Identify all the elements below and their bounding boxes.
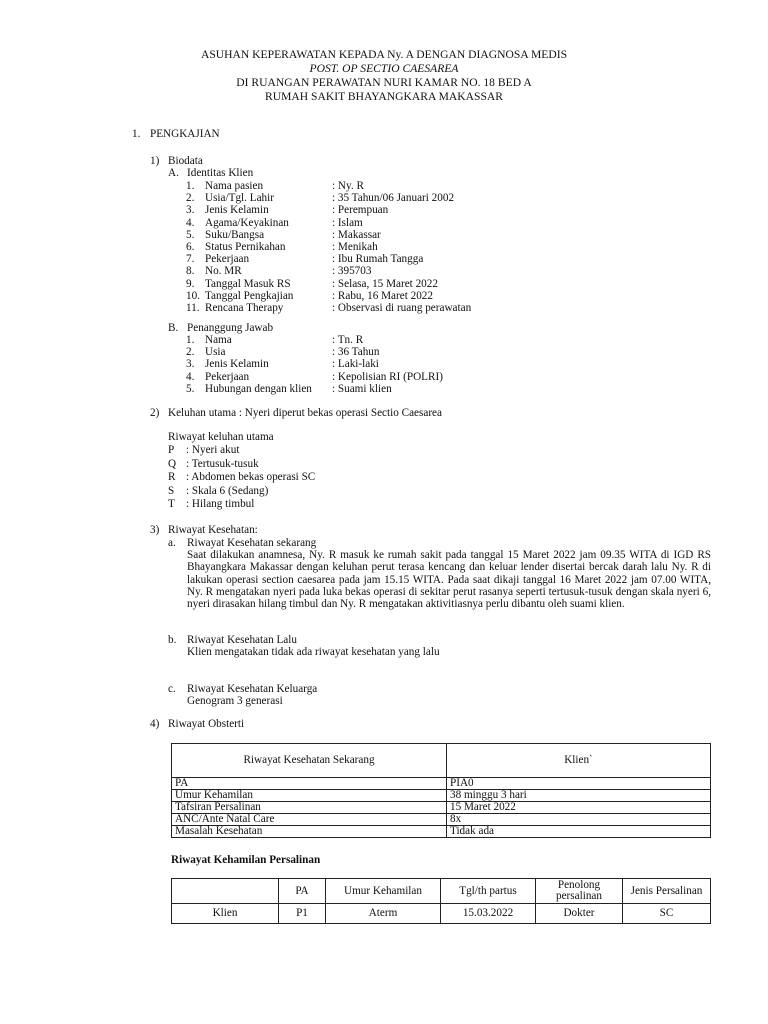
identitas-value: : Menikah	[332, 241, 378, 253]
persalinan-header-cell: Tgl/th partus	[441, 879, 536, 904]
penanggung-value: : Suami klien	[332, 382, 392, 395]
identitas-number: 7.	[186, 253, 195, 266]
identitas-label: Agama/Keyakinan	[205, 216, 289, 229]
obsterti-title: Riwayat Obsterti	[168, 718, 245, 730]
penanggung-number: 4.	[186, 370, 195, 383]
penanggung-label: Usia	[205, 346, 226, 359]
obsterti-row-value: 38 minggu 3 hari	[447, 790, 711, 802]
identitas-value: : Rabu, 16 Maret 2022	[332, 289, 433, 302]
identitas-label: Nama pasien	[205, 180, 264, 192]
identitas-value: : 35 Tahun/06 Januari 2002	[332, 192, 455, 205]
pqrst-key: Q	[168, 457, 177, 470]
identitas-value: : Ny. R	[332, 180, 364, 192]
kesehatan-c-title: Riwayat Kesehatan Keluarga	[187, 683, 318, 695]
identitas-value: : Ibu Rumah Tangga	[332, 253, 424, 266]
obsterti-table	[171, 743, 711, 838]
biodata-title: Biodata	[168, 155, 203, 167]
penanggung-title: Penanggung Jawab	[187, 322, 274, 334]
obsterti-header-col2: Klien`	[447, 744, 711, 778]
obsterti-number: 4)	[150, 718, 160, 730]
obsterti-row	[172, 778, 711, 790]
penanggung-label: Pekerjaan	[205, 370, 250, 383]
penanggung-number: 3.	[186, 358, 195, 371]
persalinan-data-cell: Aterm	[326, 904, 441, 924]
identitas-value: : Makassar	[332, 228, 381, 241]
identitas-number: 8.	[186, 265, 195, 278]
persalinan-header-cell: Penolong persalinan	[536, 879, 623, 904]
persalinan-data-row	[172, 904, 711, 924]
persalinan-data-cell: SC	[623, 904, 711, 924]
obsterti-row-label: ANC/Ante Natal Care	[172, 814, 447, 826]
doc-title-line2: POST. OP SECTIO CAESAREA	[309, 62, 459, 75]
identitas-number: 3.	[186, 204, 195, 217]
obsterti-row	[172, 814, 711, 826]
obsterti-header-col1: Riwayat Kesehatan Sekarang	[172, 744, 447, 778]
keluhan-number: 2)	[150, 407, 160, 419]
pqrst-key: T	[168, 498, 175, 510]
identitas-number: 9.	[186, 277, 195, 290]
kesehatan-b-letter: b.	[168, 634, 177, 646]
kesehatan-a-title: Riwayat Kesehatan sekarang	[187, 537, 317, 549]
kesehatan-c-letter: c.	[168, 683, 176, 695]
persalinan-header-cell: PA	[279, 879, 326, 904]
identitas-value: : Islam	[332, 216, 363, 229]
doc-title-line1: ASUHAN KEPERAWATAN KEPADA Ny. A DENGAN DIAGNOSA MEDIS	[200, 48, 568, 61]
penanggung-number: 1.	[186, 334, 195, 346]
persalinan-title: Riwayat Kehamilan Persalinan	[171, 854, 321, 866]
obsterti-row	[172, 826, 711, 838]
penanggung-value: : Kepolisian RI (POLRI)	[332, 370, 443, 383]
pqrst-key: P	[168, 444, 175, 456]
biodata-number: 1)	[150, 155, 160, 167]
pqrst-value: : Hilang timbul	[186, 498, 255, 510]
identitas-label: Status Pernikahan	[205, 241, 286, 253]
obsterti-row-label: Masalah Kesehatan	[172, 826, 447, 838]
penanggung-label: Jenis Kelamin	[205, 358, 269, 371]
kesehatan-a-text: Saat dilakukan anamnesa, Ny. R masuk ke rumah sakit pada tanggal 15 Maret 2022 jam 09.35 WITA di IGD RS Bhayangkara Makassar dengan keluhan perut terasa kencang dan keluar lender disertai bercak darah lalu Ny. R di lakukan operasi section caesarea pada jam 15.15 WITA. Pada saat dikaji tanggal 16 Maret 2022 jam 07.00 WITA, Ny. R mengatakan nyeri pada luka bekas operasi di sekitar perut rasanya seperti tertusuk-tusuk dengan skala nyeri 6, nyeri dirasakan hilang timbul dan Ny. R mengatakan aktivitiasnya perlu dibantu oleh suami klien.	[187, 549, 711, 611]
penanggung-label: Nama	[205, 334, 232, 346]
kesehatan-title: Riwayat Kesehatan:	[168, 524, 258, 536]
pqrst-value: : Nyeri akut	[186, 444, 240, 456]
pqrst-value: : Abdomen bekas operasi SC	[186, 471, 316, 483]
identitas-value: : Observasi di ruang perawatan	[332, 302, 472, 314]
persalinan-data-cell: P1	[279, 904, 326, 924]
identitas-letter: A.	[168, 167, 179, 179]
identitas-label: Usia/Tgl. Lahir	[205, 192, 274, 205]
penanggung-value: : Tn. R	[332, 334, 364, 346]
obsterti-row-value: 8x	[447, 814, 711, 826]
identitas-number: 11.	[186, 302, 200, 314]
identitas-number: 6.	[186, 241, 195, 253]
kesehatan-a-letter: a.	[168, 537, 176, 549]
doc-title-line4: RUMAH SAKIT BHAYANGKARA MAKASSAR	[264, 90, 504, 103]
doc-title-line3: DI RUANGAN PERAWATAN NURI KAMAR NO. 18 BED A	[236, 76, 532, 89]
penanggung-letter: B.	[168, 322, 179, 334]
identitas-number: 4.	[186, 216, 195, 229]
identitas-label: Jenis Kelamin	[205, 204, 269, 217]
identitas-label: Tanggal Masuk RS	[205, 277, 291, 290]
pqrst-value: : Tertusuk-tusuk	[186, 457, 259, 470]
identitas-label: Rencana Therapy	[205, 302, 284, 314]
obsterti-row	[172, 790, 711, 802]
persalinan-table	[171, 878, 711, 924]
persalinan-data-cell: Klien	[172, 904, 279, 924]
section-number: 1.	[132, 128, 141, 140]
obsterti-row-value: Tidak ada	[447, 826, 711, 838]
identitas-number: 1.	[186, 180, 195, 192]
persalinan-header-row	[172, 879, 711, 904]
identitas-value: : Selasa, 15 Maret 2022	[332, 277, 438, 290]
persalinan-data-cell: 15.03.2022	[441, 904, 536, 924]
identitas-label: Suku/Bangsa	[205, 228, 265, 241]
persalinan-header-cell: Jenis Persalinan	[623, 879, 711, 904]
penanggung-value: : Laki-laki	[332, 358, 379, 371]
obsterti-row-label: PA	[172, 778, 447, 790]
pqrst-value: : Skala 6 (Sedang)	[186, 484, 269, 497]
identitas-value: : Perempuan	[332, 204, 389, 217]
pqrst-key: S	[168, 484, 175, 497]
identitas-number: 10.	[186, 289, 200, 302]
obsterti-header-row	[172, 744, 711, 778]
penanggung-number: 2.	[186, 346, 195, 359]
identitas-label: Tanggal Pengkajian	[205, 289, 294, 302]
persalinan-header-cell	[172, 879, 279, 904]
kesehatan-b-title: Riwayat Kesehatan Lalu	[187, 634, 297, 646]
identitas-label: Pekerjaan	[205, 253, 250, 266]
identitas-value: : 395703	[332, 265, 372, 278]
identitas-number: 5.	[186, 228, 195, 241]
identitas-title: Identitas Klien	[187, 167, 254, 179]
kesehatan-number: 3)	[150, 524, 160, 536]
penanggung-label: Hubungan dengan klien	[205, 382, 312, 395]
identitas-number: 2.	[186, 192, 195, 205]
penanggung-number: 5.	[186, 382, 195, 395]
section-title: PENGKAJIAN	[150, 128, 220, 140]
kesehatan-c-text: Genogram 3 generasi	[187, 695, 283, 707]
persalinan-data-cell: Dokter	[536, 904, 623, 924]
obsterti-row-value: 15 Maret 2022	[447, 802, 711, 814]
obsterti-row-label: Umur Kehamilan	[172, 790, 447, 802]
pqrst-key: R	[168, 471, 176, 483]
penanggung-value: : 36 Tahun	[332, 346, 380, 359]
identitas-label: No. MR	[205, 265, 242, 278]
obsterti-row-value: PIA0	[447, 778, 711, 790]
persalinan-header-cell: Umur Kehamilan	[326, 879, 441, 904]
obsterti-row	[172, 802, 711, 814]
riwayat-keluhan-title: Riwayat keluhan utama	[168, 431, 274, 443]
kesehatan-b-text: Klien mengatakan tidak ada riwayat kesehatan yang lalu	[187, 646, 440, 658]
obsterti-row-label: Tafsiran Persalinan	[172, 802, 447, 814]
keluhan-text: Keluhan utama : Nyeri diperut bekas operasi Sectio Caesarea	[168, 407, 442, 419]
